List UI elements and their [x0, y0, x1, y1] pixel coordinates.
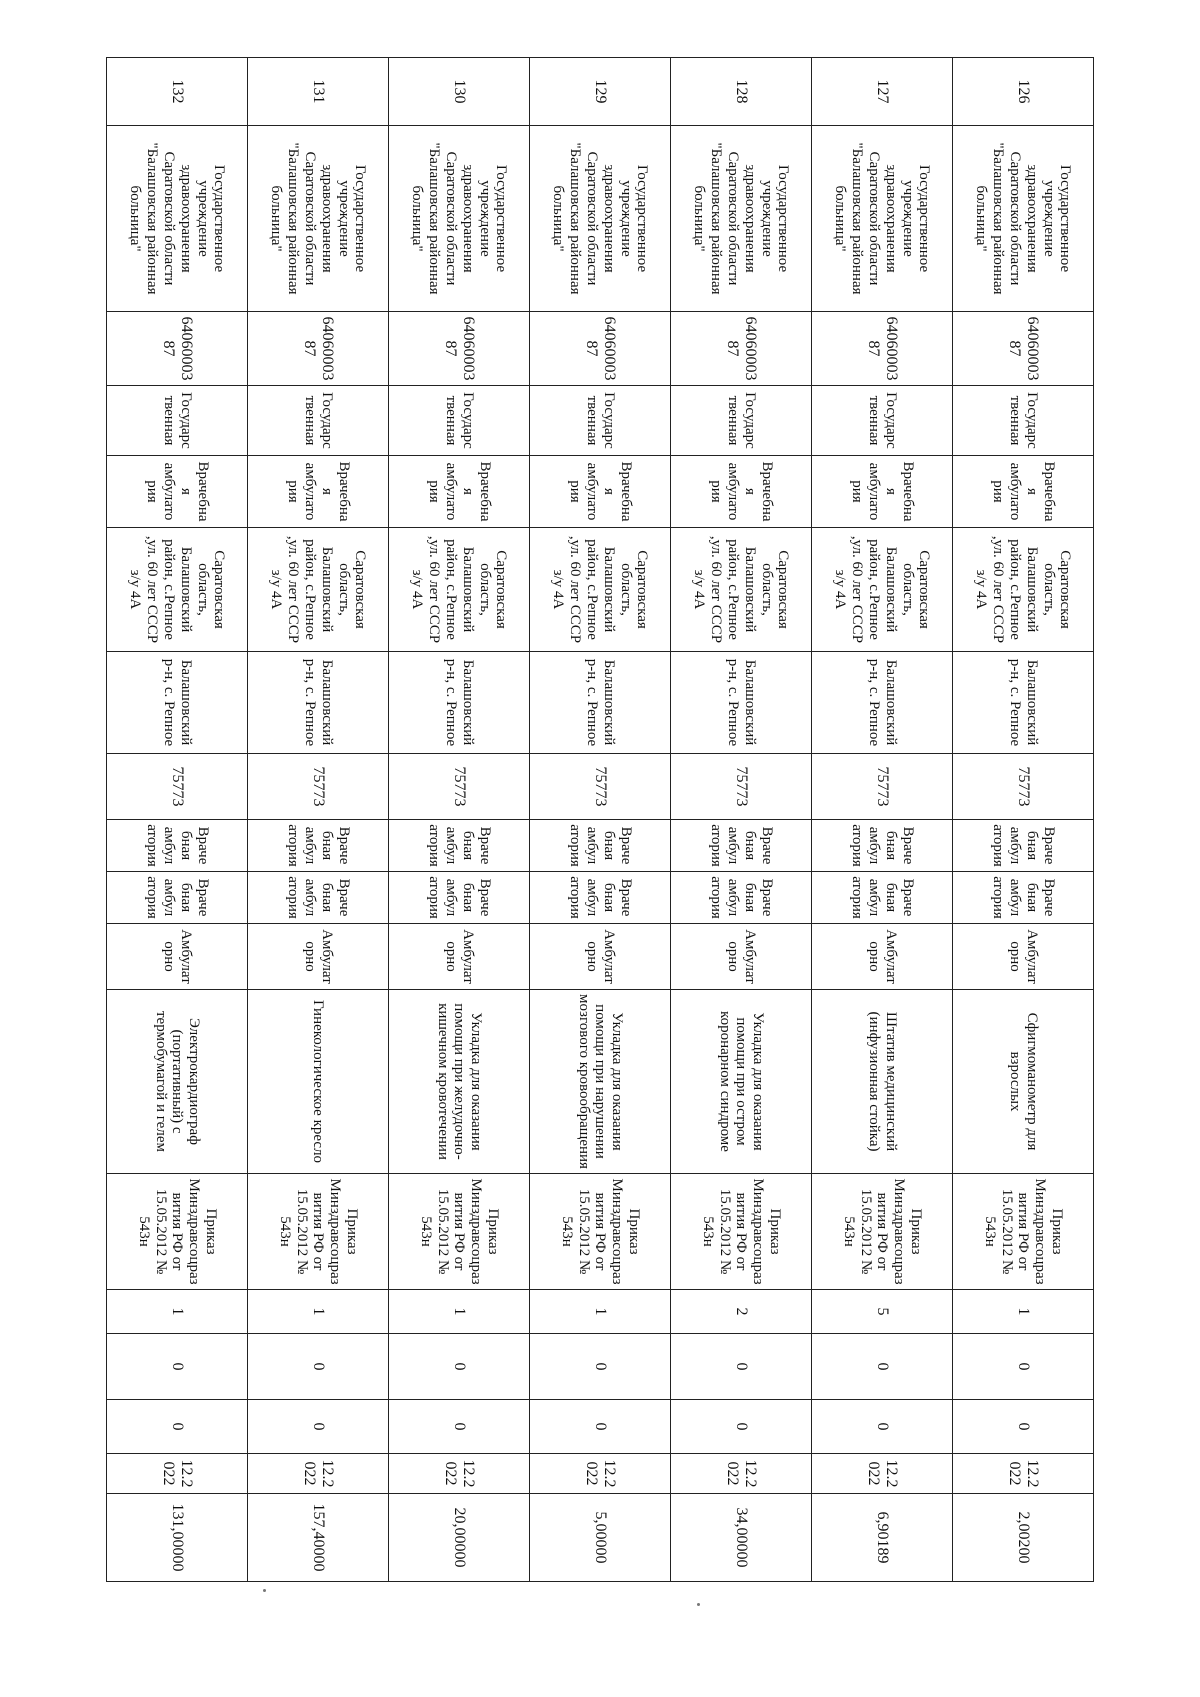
cell-department-name: Врачебная амбулатория [530, 872, 671, 924]
cell-quantity: 1 [389, 1290, 530, 1334]
cell-department-name: Врачебная амбулатория [953, 872, 1094, 924]
cell-equipment-name: Укладка для оказания помощи при нарушении мозгового кровообращения [530, 990, 671, 1174]
cell-period: 12.2022 [671, 1454, 812, 1494]
cell-oktmo-code: 75773 [812, 754, 953, 820]
cell-unit-name: Врачебная амбулатория [107, 456, 248, 528]
cell-value-a: 0 [812, 1334, 953, 1400]
cell-value-a: 0 [671, 1334, 812, 1400]
cell-equipment-name: Укладка для оказания помощи при остром коронарном синдроме [671, 990, 812, 1174]
cell-address: Саратовская область, Балашовский район, с.Репное ,ул. 60 лет СССР з/у 4А [248, 528, 389, 652]
cell-standard-order: Приказ Минздравсоцразвития РФ от 15.05.2012 № 543н [671, 1174, 812, 1290]
cell-address: Саратовская область, Балашовский район, с.Репное ,ул. 60 лет СССР з/у 4А [953, 528, 1094, 652]
cell-inn-code: 6406000387 [248, 312, 389, 386]
cell-oktmo-code: 75773 [953, 754, 1094, 820]
cell-inn-code: 6406000387 [530, 312, 671, 386]
cell-care-type: Амбулаторно [953, 924, 1094, 990]
cell-institution-name: Государственное учреждение здравоохранения Саратовской области "Балашовская районная больница" [953, 126, 1094, 312]
cell-period: 12.2022 [530, 1454, 671, 1494]
cell-care-type: Амбулаторно [389, 924, 530, 990]
cell-value-b: 0 [530, 1400, 671, 1454]
cell-standard-order: Приказ Минздравсоцразвития РФ от 15.05.2012 № 543н [107, 1174, 248, 1290]
cell-address: Саратовская область, Балашовский район, с.Репное ,ул. 60 лет СССР з/у 4А [671, 528, 812, 652]
cell-department-name: Врачебная амбулатория [107, 872, 248, 924]
cell-subunit-name: Врачебная амбулатория [248, 820, 389, 872]
cell-unit-name: Врачебная амбулатория [812, 456, 953, 528]
cell-subunit-name: Врачебная амбулатория [812, 820, 953, 872]
cell-care-type: Амбулаторно [671, 924, 812, 990]
cell-period: 12.2022 [389, 1454, 530, 1494]
cell-period: 12.2022 [107, 1454, 248, 1494]
cell-ownership-type: Государственная [248, 386, 389, 456]
cell-ownership-type: Государственная [671, 386, 812, 456]
cell-inn-code: 6406000387 [107, 312, 248, 386]
cell-standard-order: Приказ Минздравсоцразвития РФ от 15.05.2012 № 543н [530, 1174, 671, 1290]
cell-oktmo-code: 75773 [530, 754, 671, 820]
table-row [107, 58, 248, 1582]
cell-quantity: 1 [530, 1290, 671, 1334]
cell-inn-code: 6406000387 [389, 312, 530, 386]
cell-oktmo-code: 75773 [671, 754, 812, 820]
cell-locality: Балашовский р-н, с. Репное [248, 652, 389, 754]
cell-row-number: 129 [530, 58, 671, 126]
cell-locality: Балашовский р-н, с. Репное [812, 652, 953, 754]
cell-row-number: 126 [953, 58, 1094, 126]
cell-institution-name: Государственное учреждение здравоохранения Саратовской области "Балашовская районная больница" [812, 126, 953, 312]
cell-standard-order: Приказ Минздравсоцразвития РФ от 15.05.2012 № 543н [248, 1174, 389, 1290]
cell-unit-name: Врачебная амбулатория [389, 456, 530, 528]
cell-locality: Балашовский р-н, с. Репное [530, 652, 671, 754]
cell-period: 12.2022 [953, 1454, 1094, 1494]
cell-ownership-type: Государственная [107, 386, 248, 456]
cell-quantity: 1 [953, 1290, 1094, 1334]
cell-value-a: 0 [530, 1334, 671, 1400]
cell-care-type: Амбулаторно [248, 924, 389, 990]
scan-speck [263, 1589, 266, 1592]
cell-care-type: Амбулаторно [812, 924, 953, 990]
cell-standard-order: Приказ Минздравсоцразвития РФ от 15.05.2012 № 543н [953, 1174, 1094, 1290]
cell-row-number: 127 [812, 58, 953, 126]
cell-value-b: 0 [812, 1400, 953, 1454]
cell-value-b: 0 [107, 1400, 248, 1454]
table-row [953, 58, 1094, 1582]
cell-amount: 2,00200 [953, 1494, 1094, 1582]
cell-row-number: 132 [107, 58, 248, 126]
cell-value-b: 0 [389, 1400, 530, 1454]
cell-subunit-name: Врачебная амбулатория [530, 820, 671, 872]
cell-row-number: 130 [389, 58, 530, 126]
cell-care-type: Амбулаторно [107, 924, 248, 990]
cell-locality: Балашовский р-н, с. Репное [107, 652, 248, 754]
cell-amount: 34,00000 [671, 1494, 812, 1582]
cell-ownership-type: Государственная [953, 386, 1094, 456]
cell-quantity: 1 [248, 1290, 389, 1334]
cell-quantity: 1 [107, 1290, 248, 1334]
cell-institution-name: Государственное учреждение здравоохранения Саратовской области "Балашовская районная больница" [389, 126, 530, 312]
cell-unit-name: Врачебная амбулатория [248, 456, 389, 528]
cell-equipment-name: Гинекологическое кресло [248, 990, 389, 1174]
cell-care-type: Амбулаторно [530, 924, 671, 990]
cell-standard-order: Приказ Минздравсоцразвития РФ от 15.05.2012 № 543н [812, 1174, 953, 1290]
cell-locality: Балашовский р-н, с. Репное [671, 652, 812, 754]
table-row [530, 58, 671, 1582]
cell-department-name: Врачебная амбулатория [248, 872, 389, 924]
cell-inn-code: 6406000387 [671, 312, 812, 386]
table-body [107, 58, 1094, 1582]
cell-department-name: Врачебная амбулатория [812, 872, 953, 924]
cell-period: 12.2022 [812, 1454, 953, 1494]
cell-amount: 157,40000 [248, 1494, 389, 1582]
cell-value-a: 0 [248, 1334, 389, 1400]
cell-amount: 5,00000 [530, 1494, 671, 1582]
cell-standard-order: Приказ Минздравсоцразвития РФ от 15.05.2012 № 543н [389, 1174, 530, 1290]
cell-row-number: 131 [248, 58, 389, 126]
cell-institution-name: Государственное учреждение здравоохранения Саратовской области "Балашовская районная больница" [671, 126, 812, 312]
cell-address: Саратовская область, Балашовский район, с.Репное ,ул. 60 лет СССР з/у 4А [107, 528, 248, 652]
cell-ownership-type: Государственная [389, 386, 530, 456]
cell-row-number: 128 [671, 58, 812, 126]
cell-amount: 131,00000 [107, 1494, 248, 1582]
table-row [389, 58, 530, 1582]
cell-oktmo-code: 75773 [248, 754, 389, 820]
cell-amount: 6,90189 [812, 1494, 953, 1582]
cell-value-b: 0 [953, 1400, 1094, 1454]
cell-locality: Балашовский р-н, с. Репное [389, 652, 530, 754]
cell-inn-code: 6406000387 [953, 312, 1094, 386]
cell-equipment-name: Штатив медицинский (инфузионная стойка) [812, 990, 953, 1174]
cell-equipment-name: Электрокардиограф (портативный) с термобумагой и гелем [107, 990, 248, 1174]
cell-institution-name: Государственное учреждение здравоохранения Саратовской области "Балашовская районная больница" [248, 126, 389, 312]
cell-address: Саратовская область, Балашовский район, с.Репное ,ул. 60 лет СССР з/у 4А [812, 528, 953, 652]
cell-oktmo-code: 75773 [107, 754, 248, 820]
cell-department-name: Врачебная амбулатория [671, 872, 812, 924]
cell-value-b: 0 [671, 1400, 812, 1454]
cell-equipment-name: Укладка для оказания помощи при желудочно-кишечном кровотечении [389, 990, 530, 1174]
cell-subunit-name: Врачебная амбулатория [389, 820, 530, 872]
cell-unit-name: Врачебная амбулатория [671, 456, 812, 528]
table-row [671, 58, 812, 1582]
cell-quantity: 5 [812, 1290, 953, 1334]
cell-locality: Балашовский р-н, с. Репное [953, 652, 1094, 754]
cell-value-a: 0 [389, 1334, 530, 1400]
cell-institution-name: Государственное учреждение здравоохранения Саратовской области "Балашовская районная больница" [530, 126, 671, 312]
cell-department-name: Врачебная амбулатория [389, 872, 530, 924]
cell-value-b: 0 [248, 1400, 389, 1454]
cell-oktmo-code: 75773 [389, 754, 530, 820]
cell-subunit-name: Врачебная амбулатория [107, 820, 248, 872]
cell-value-a: 0 [953, 1334, 1094, 1400]
registry-table [106, 57, 1094, 1582]
cell-unit-name: Врачебная амбулатория [953, 456, 1094, 528]
cell-quantity: 2 [671, 1290, 812, 1334]
table-row [248, 58, 389, 1582]
cell-ownership-type: Государственная [812, 386, 953, 456]
scan-speck [697, 1603, 700, 1606]
cell-ownership-type: Государственная [530, 386, 671, 456]
cell-period: 12.2022 [248, 1454, 389, 1494]
cell-subunit-name: Врачебная амбулатория [953, 820, 1094, 872]
cell-unit-name: Врачебная амбулатория [530, 456, 671, 528]
cell-inn-code: 6406000387 [812, 312, 953, 386]
table-row [812, 58, 953, 1582]
cell-address: Саратовская область, Балашовский район, с.Репное ,ул. 60 лет СССР з/у 4А [530, 528, 671, 652]
cell-value-a: 0 [107, 1334, 248, 1400]
cell-institution-name: Государственное учреждение здравоохранения Саратовской области "Балашовская районная больница" [107, 126, 248, 312]
cell-equipment-name: Сфигмоманометр для взрослых [953, 990, 1094, 1174]
cell-subunit-name: Врачебная амбулатория [671, 820, 812, 872]
cell-amount: 20,00000 [389, 1494, 530, 1582]
cell-address: Саратовская область, Балашовский район, с.Репное ,ул. 60 лет СССР з/у 4А [389, 528, 530, 652]
